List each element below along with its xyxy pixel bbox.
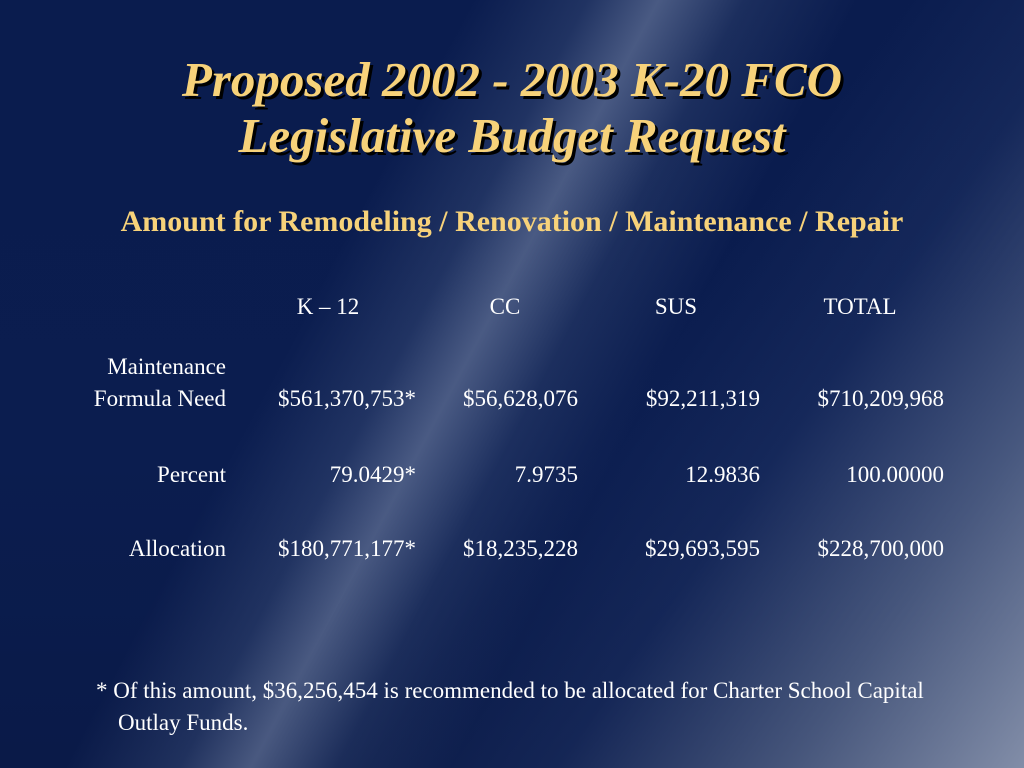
footnote: * Of this amount, $36,256,454 is recommended to be allocated for Charter School Capital Outlay Funds.	[96, 678, 924, 735]
cell-percent-total: 100.00000	[846, 462, 944, 487]
cell-formula-need-sus: $92,211,319	[645, 386, 760, 411]
column-header-k12: K – 12	[296, 294, 360, 319]
column-header-sus: SUS	[654, 294, 698, 319]
cell-allocation-cc: $18,235,228	[463, 536, 578, 561]
cell-percent-sus: 12.9836	[685, 462, 760, 487]
slide-title-line-1: Proposed 2002 - 2003 K-20 FCO	[181, 52, 843, 107]
cell-allocation-sus: $29,693,595	[645, 536, 760, 561]
row-label-allocation: Allocation	[128, 536, 226, 561]
slide-title-line-2: Legislative Budget Request	[238, 108, 786, 163]
row-label-formula-need: Formula Need	[93, 386, 226, 411]
slide-subtitle: Amount for Remodeling / Renovation / Maintenance / Repair	[120, 205, 904, 238]
cell-formula-need-k12: $561,370,753*	[278, 386, 416, 411]
cell-percent-cc: 7.9735	[514, 462, 578, 487]
column-header-cc: CC	[489, 294, 521, 319]
slide-title	[0, 52, 1024, 164]
cell-allocation-k12: $180,771,177*	[278, 536, 416, 561]
row-label-maintenance: Maintenance	[107, 354, 226, 379]
row-label-percent: Percent	[157, 462, 226, 487]
column-header-total: TOTAL	[823, 294, 897, 319]
cell-formula-need-cc: $56,628,076	[463, 386, 578, 411]
cell-percent-k12: 79.0429*	[329, 462, 416, 487]
cell-allocation-total: $228,700,000	[817, 536, 944, 561]
cell-formula-need-total: $710,209,968	[817, 386, 944, 411]
